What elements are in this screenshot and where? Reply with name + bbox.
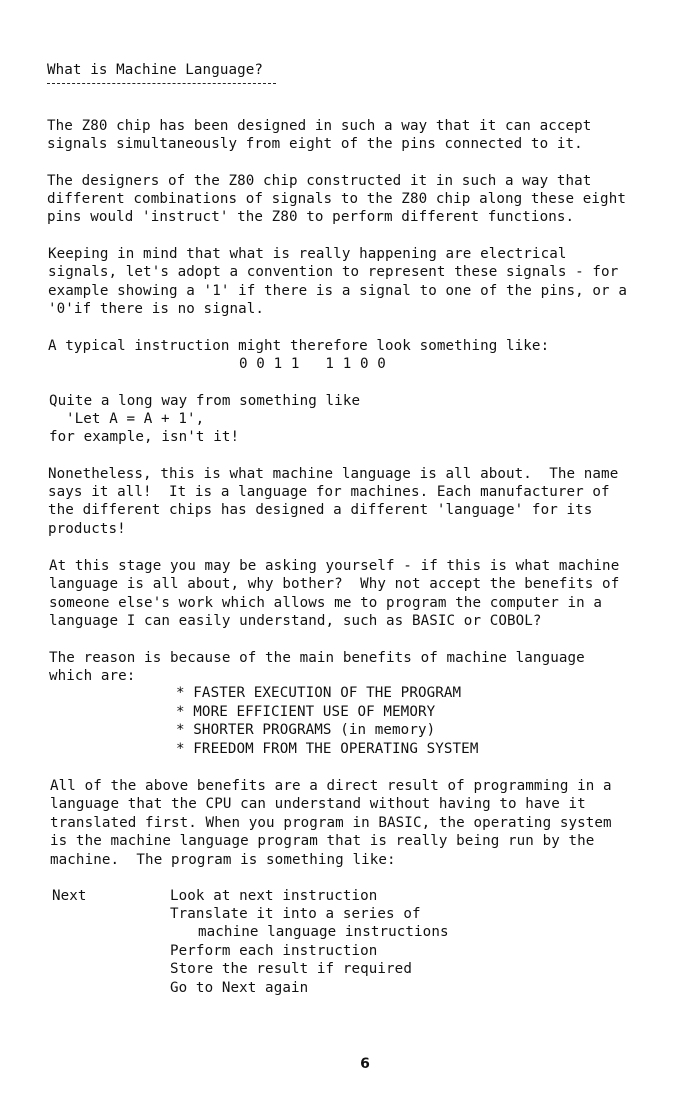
paragraph-7-line-2: language is all about, why bother? Why not accept the benefits of [49,576,620,592]
program-step: machine language instructions [198,924,449,940]
page-heading: What is Machine Language? [47,62,264,78]
paragraph-9-line-4: is the machine language program that is really being run by the [50,833,595,849]
benefit-item: * MORE EFFICIENT USE OF MEMORY [176,704,436,720]
paragraph-8-line-1: The reason is because of the main benefits of machine language [49,650,585,666]
paragraph-2-line-2: different combinations of signals to the Z80 chip along these eight [47,191,626,207]
program-step: Go to Next again [170,980,309,996]
program-label: Next [52,888,87,904]
paragraph-3-line-3: example showing a '1' if there is a signal to one of the pins, or a [48,283,627,299]
paragraph-9-line-1: All of the above benefits are a direct result of programming in a [50,778,612,794]
paragraph-2-line-1: The designers of the Z80 chip constructed it in such a way that [47,173,592,189]
paragraph-5-line-1: Quite a long way from something like [49,393,361,409]
paragraph-6-line-2: says it all! It is a language for machines. Each manufacturer of [48,484,610,500]
paragraph-3-line-2: signals, let's adopt a convention to represent these signals - for [48,264,619,280]
paragraph-6-line-1: Nonetheless, this is what machine language is all about. The name [48,466,619,482]
paragraph-8-line-2: which are: [49,668,136,684]
benefit-item: * FASTER EXECUTION OF THE PROGRAM [176,685,462,701]
program-step: Perform each instruction [170,943,378,959]
paragraph-7-line-4: language I can easily understand, such as BASIC or COBOL? [49,613,542,629]
paragraph-9-line-2: language that the CPU can understand without having to have it [50,796,586,812]
paragraph-1-line-2: signals simultaneously from eight of the pins connected to it. [47,136,583,152]
binary-instruction-example: 0 0 1 1 1 1 0 0 [239,356,386,372]
paragraph-7-line-1: At this stage you may be asking yourself - if this is what machine [49,558,620,574]
page-number: 6 [360,1056,370,1072]
paragraph-9-line-3: translated first. When you program in BASIC, the operating system [50,815,612,831]
paragraph-7-line-3: someone else's work which allows me to program the computer in a [49,595,603,611]
program-step: Store the result if required [170,961,412,977]
paragraph-3-line-1: Keeping in mind that what is really happening are electrical [48,246,567,262]
benefit-item: * SHORTER PROGRAMS (in memory) [176,722,436,738]
paragraph-5-line-2: 'Let A = A + 1', [66,411,205,427]
paragraph-6-line-4: products! [48,521,126,537]
paragraph-2-line-3: pins would 'instruct' the Z80 to perform different functions. [47,209,575,225]
paragraph-3-line-4: '0'if there is no signal. [48,301,265,317]
paragraph-9-line-5: machine. The program is something like: [50,852,396,868]
paragraph-6-line-3: the different chips has designed a different 'language' for its [48,502,593,518]
paragraph-4-intro: A typical instruction might therefore look something like: [48,338,550,354]
program-step: Look at next instruction [170,888,378,904]
paragraph-1-line-1: The Z80 chip has been designed in such a way that it can accept [47,118,592,134]
program-step: Translate it into a series of [170,906,421,922]
benefit-item: * FREEDOM FROM THE OPERATING SYSTEM [176,741,479,757]
paragraph-5-line-3: for example, isn't it! [49,429,240,445]
heading-underline [47,83,276,84]
